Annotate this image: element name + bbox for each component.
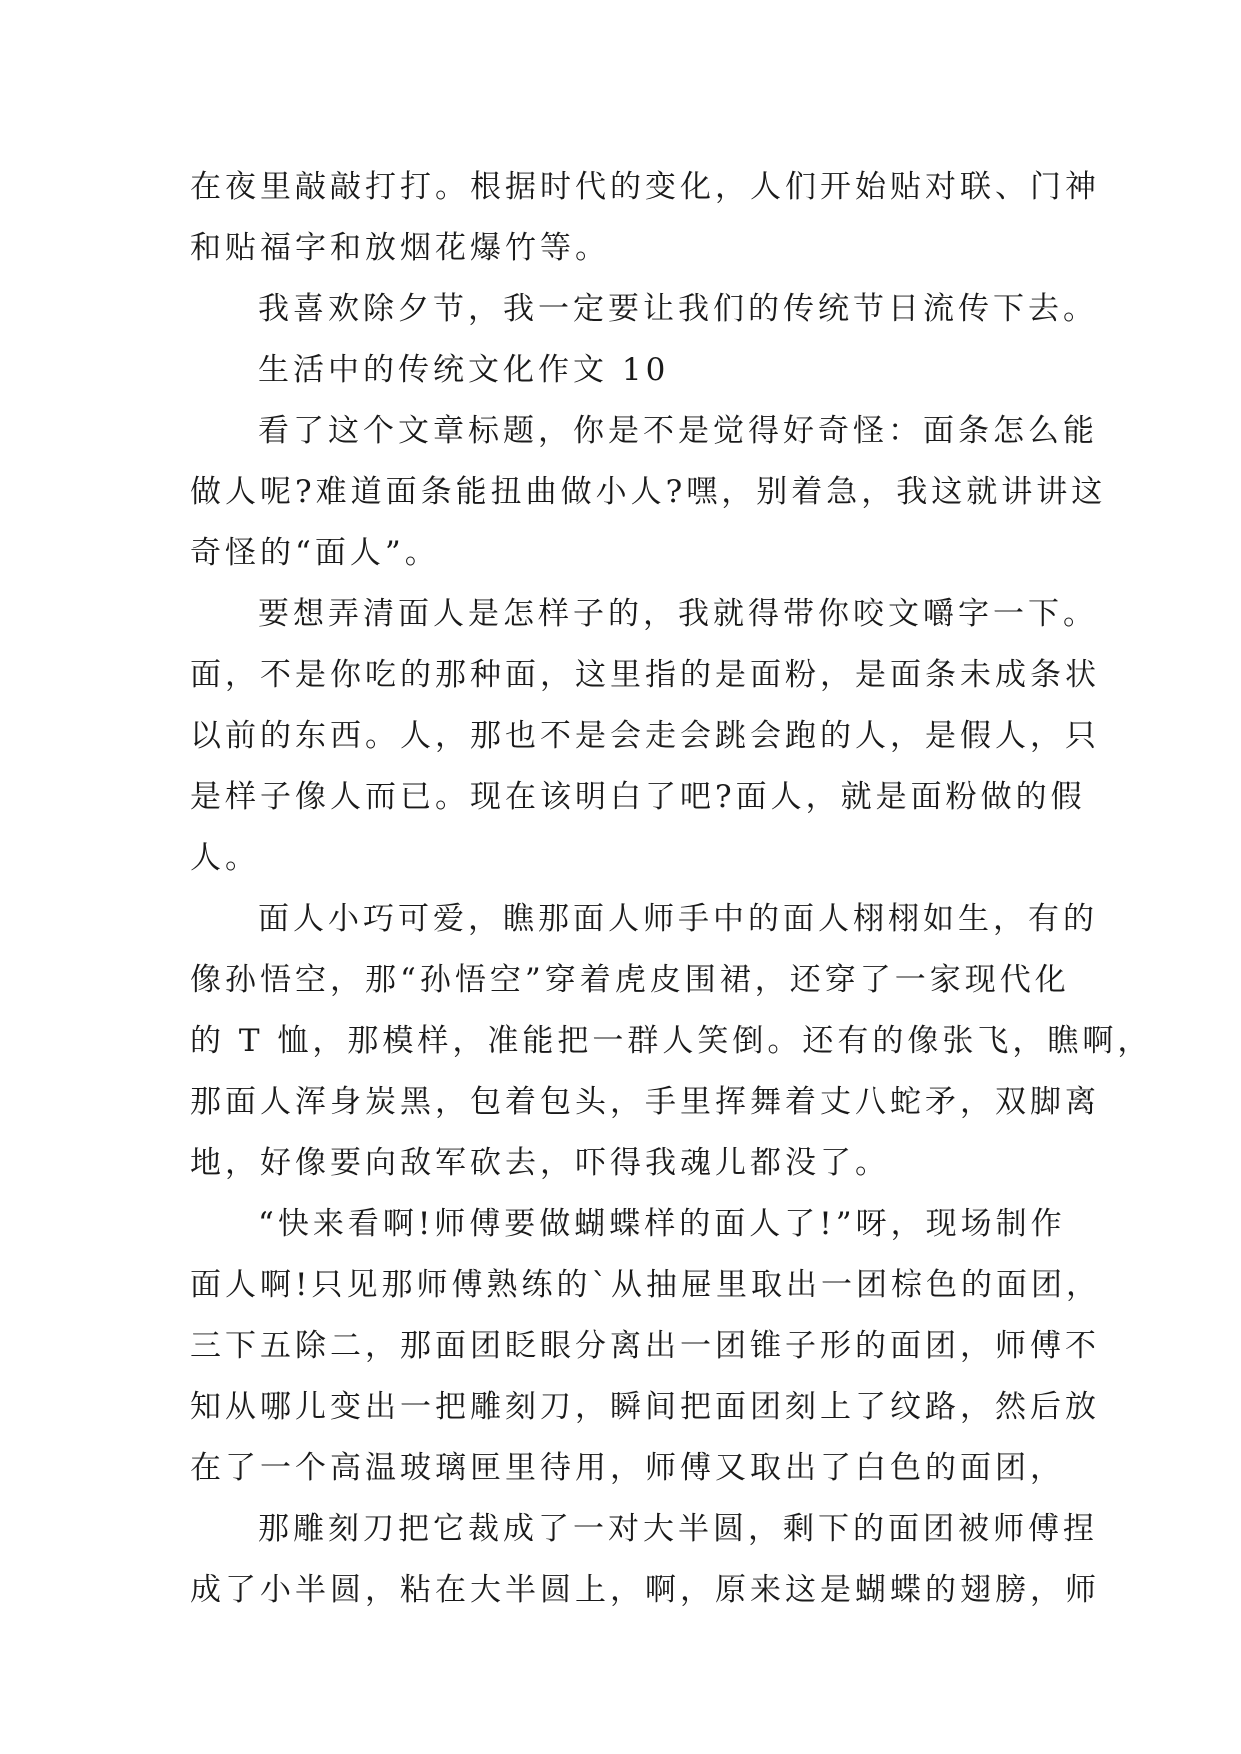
text-line: 要想弄清面人是怎样子的，我就得带你咬文嚼字一下。 xyxy=(258,596,1098,632)
text-line: 像孙悟空，那“孙悟空”穿着虎皮围裙，还穿了一家现代化 xyxy=(190,962,1070,998)
text-line: 看了这个文章标题，你是不是觉得好奇怪：面条怎么能 xyxy=(258,413,1098,449)
text-line: 面人小巧可爱，瞧那面人师手中的面人栩栩如生，有的 xyxy=(258,901,1098,937)
text-line: 在夜里敲敲打打。根据时代的变化，人们开始贴对联、门神 xyxy=(190,169,1100,205)
text-line: 我喜欢除夕节，我一定要让我们的传统节日流传下去。 xyxy=(258,291,1098,327)
text-line: 地，好像要向敌军砍去，吓得我魂儿都没了。 xyxy=(190,1145,890,1181)
section-title: 生活中的传统文化作文 10 xyxy=(258,352,670,388)
text-line: “快来看啊!师傅要做蝴蝶样的面人了!”呀，现场制作 xyxy=(258,1206,1066,1242)
text-line: 人。 xyxy=(190,840,260,876)
text-line: 做人呢?难道面条能扭曲做小人?嘿，别着急，我这就讲讲这 xyxy=(190,474,1107,510)
document-body xyxy=(190,157,1153,1621)
text-line: 是样子像人而已。现在该明白了吧?面人，就是面粉做的假 xyxy=(190,779,1086,815)
text-line: 在了一个高温玻璃匣里待用，师傅又取出了白色的面团， xyxy=(190,1450,1065,1486)
text-line: 面人啊!只见那师傅熟练的`从抽屉里取出一团棕色的面团， xyxy=(190,1267,1101,1303)
text-line: 那雕刻刀把它裁成了一对大半圆，剩下的面团被师傅捏 xyxy=(258,1511,1098,1547)
text-line: 奇怪的“面人”。 xyxy=(190,535,440,571)
text-line: 知从哪儿变出一把雕刻刀，瞬间把面团刻上了纹路，然后放 xyxy=(190,1389,1100,1425)
text-line: 成了小半圆，粘在大半圆上，啊，原来这是蝴蝶的翅膀，师 xyxy=(190,1572,1100,1608)
text-line: 以前的东西。人，那也不是会走会跳会跑的人，是假人，只 xyxy=(190,718,1100,754)
text-line: 面，不是你吃的那种面，这里指的是面粉，是面条未成条状 xyxy=(190,657,1100,693)
text-line: 那面人浑身炭黑，包着包头，手里挥舞着丈八蛇矛，双脚离 xyxy=(190,1084,1100,1120)
text-line: 的 T 恤，那模样，准能把一群人笑倒。还有的像张飞，瞧啊， xyxy=(190,1023,1153,1059)
text-line: 和贴福字和放烟花爆竹等。 xyxy=(190,230,610,266)
text-line: 三下五除二，那面团眨眼分离出一团锥子形的面团，师傅不 xyxy=(190,1328,1100,1364)
